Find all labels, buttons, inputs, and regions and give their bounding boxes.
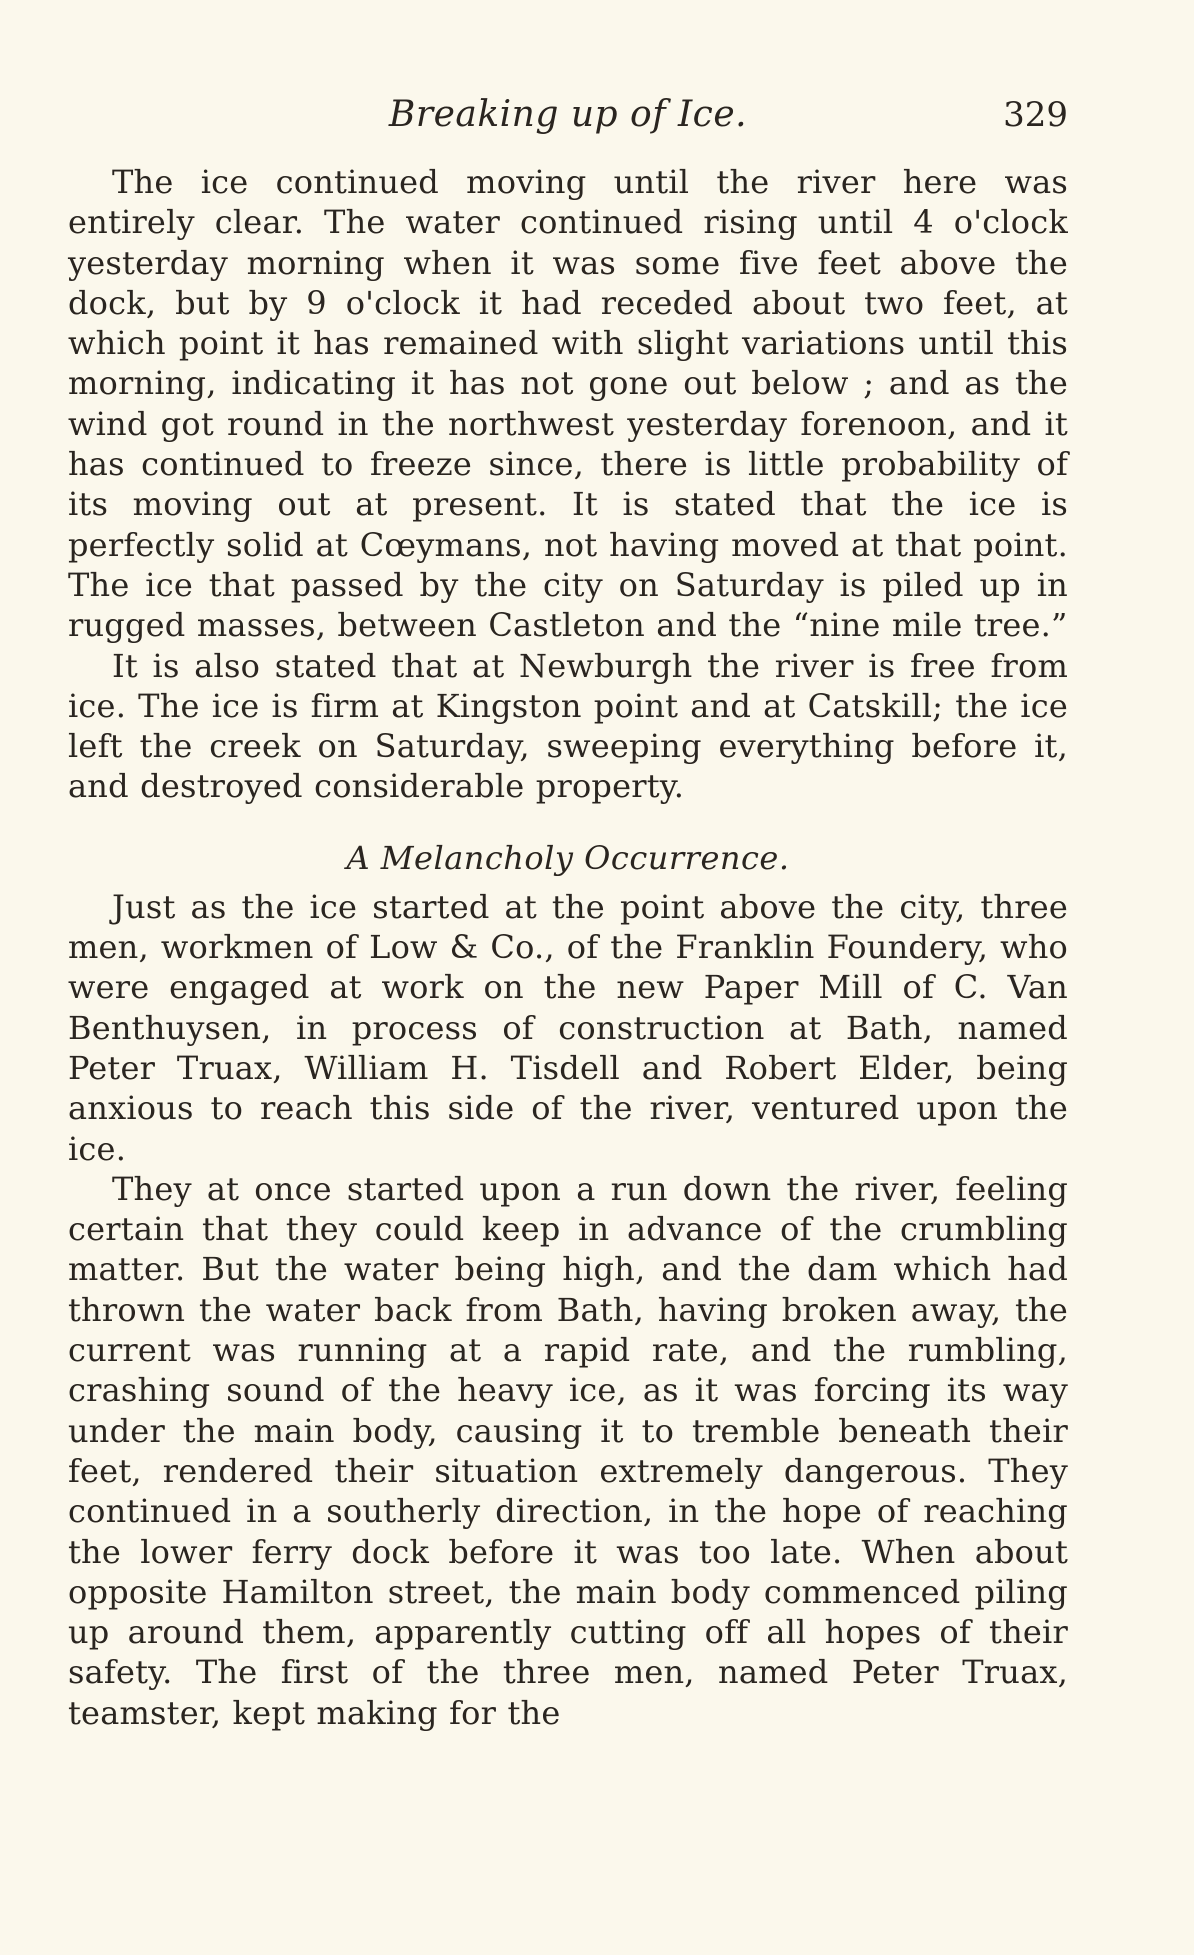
paragraph: It is also stated that at Newburgh the river is free from ice. The ice is firm at Kingston point and at Catskill; the ice left the creek on Saturday, sweeping everything before it, and destroyed considerable property. <box>68 646 1068 806</box>
paragraph: They at once started upon a run down the river, feeling certain that they could keep in advance of the crumbling matter. But the water being high, and the dam which had thrown the water back from Bath, having broken away, the current was running at a rapid rate, and the rumbling, crashing sound of the heavy ice, as it was forcing its way under the main body, causing it to tremble beneath their feet, rendered their situation extremely dangerous. They continued in a southerly direction, in the hope of reaching the lower ferry dock before it was too late. When about opposite Hamilton street, the main body commenced piling up around them, apparently cutting off all hopes of their safety. The first of the three men, named Peter Truax, teamster, kept making for the <box>68 1169 1068 1732</box>
paragraph: Just as the ice started at the point above the city, three men, workmen of Low & Co., of the Franklin Foundery, who were engaged at work on the new Paper Mill of C. Van Benthuysen, in process of construction at Bath, named Peter Truax, William H. Tisdell and Robert Elder, being anxious to reach this side of the river, ventured upon the ice. <box>68 887 1068 1168</box>
section-subheading: A Melancholy Occurrence. <box>346 838 790 877</box>
running-title: Breaking up of Ice. <box>388 94 748 135</box>
text-block <box>68 162 1068 1733</box>
page-number: 329 <box>1003 95 1068 135</box>
paragraph: The ice continued moving until the river here was entirely clear. The water continued rising until 4 o'clock yesterday morning when it was some five feet above the dock, but by 9 o'clock it had receded about two feet, at which point it has remained with slight variations until this morning, indicating it has not gone out below ; and as the wind got round in the northwest yesterday forenoon, and it has continued to freeze since, there is little probability of its moving out at present. It is stated that the ice is perfectly solid at Cœymans, not having moved at that point. The ice that passed by the city on Saturday is piled up in rugged masses, between Castleton and the “nine mile tree.” <box>68 163 1068 645</box>
running-head <box>68 92 1068 138</box>
